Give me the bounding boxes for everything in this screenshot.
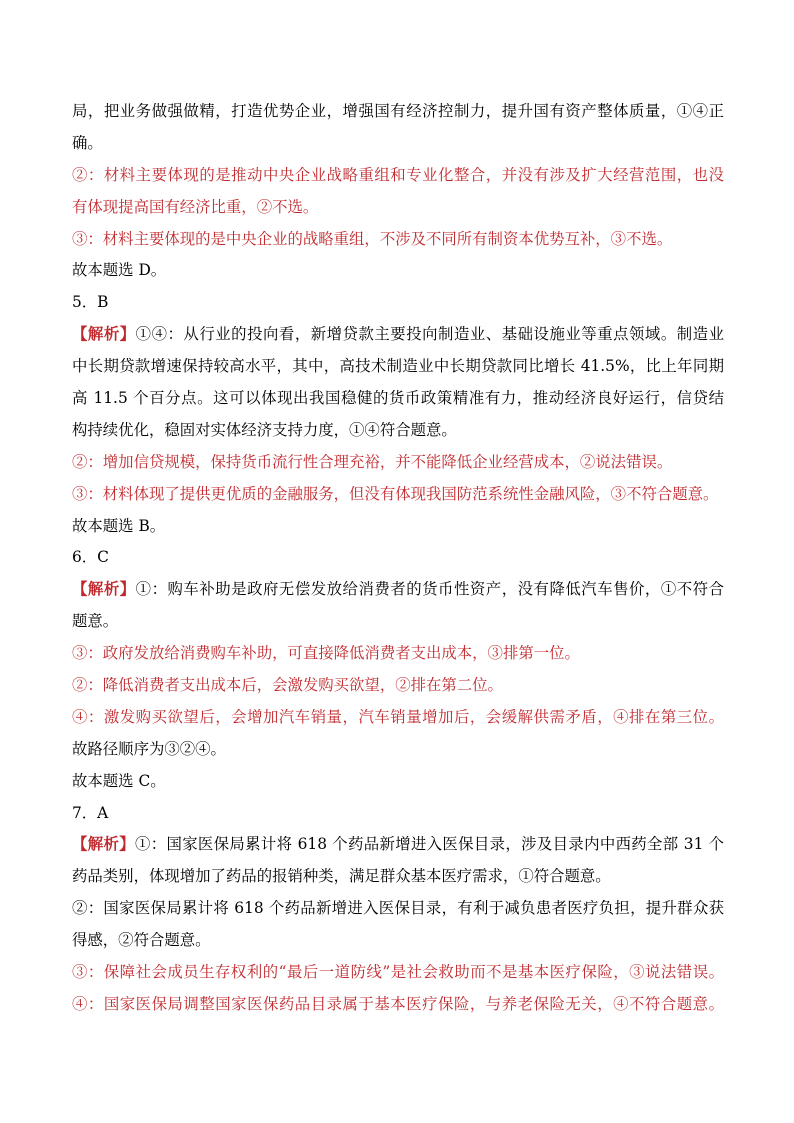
- text-line: [72, 606, 724, 638]
- text-line: [72, 989, 724, 1021]
- text-line: [72, 415, 724, 447]
- line-text: 故本题选 B。: [72, 516, 166, 535]
- text-line: [72, 447, 724, 479]
- analysis-tag: 【解析】: [72, 325, 136, 344]
- line-text: ③：政府发放给消费购车补助，可直接降低消费者支出成本，③排第一位。: [72, 644, 580, 663]
- text-line: [72, 224, 724, 256]
- text-line: [72, 192, 724, 224]
- text-line: [72, 798, 724, 830]
- text-line: [72, 574, 724, 606]
- text-line: [72, 255, 724, 287]
- text-line: [72, 734, 724, 766]
- line-text: ②：增加信贷规模，保持货币流行性合理充裕，并不能降低企业经营成本，②说法错误。: [72, 452, 673, 471]
- text-line: [72, 287, 724, 319]
- line-text: 故路径顺序为③②④。: [72, 739, 226, 758]
- answer-analysis-document: [72, 96, 724, 1021]
- text-line: [72, 319, 724, 351]
- line-text: 7．A: [72, 803, 109, 822]
- text-line: [72, 670, 724, 702]
- text-line: [72, 861, 724, 893]
- text-line: [72, 542, 724, 574]
- text-line: [72, 829, 724, 861]
- text-line: [72, 638, 724, 670]
- line-text: ②：降低消费者支出成本后，会激发购买欲望，②排在第二位。: [72, 676, 503, 695]
- line-text: ③：材料体现了提供更优质的金融服务，但没有体现我国防范系统性金融风险，③不符合题意。: [72, 484, 719, 503]
- line-text: ③：保障社会成员生存权利的“最后一道防线”是社会救助而不是基本医疗保险，③说法错误。: [72, 963, 724, 982]
- text-line: [72, 160, 724, 192]
- text-line: [72, 511, 724, 543]
- line-text: 6．C: [72, 548, 109, 567]
- line-text: 故本题选 C。: [72, 771, 166, 790]
- text-line: [72, 702, 724, 734]
- text-line: [72, 383, 724, 415]
- text-line: [72, 96, 724, 128]
- line-text: 有体现提高国有经济比重，②不选。: [72, 197, 319, 216]
- line-text: ①：购车补助是政府无偿发放给消费者的货币性资产，没有降低汽车售价，①不符合: [135, 580, 724, 599]
- line-text: ①：国家医保局累计将 618 个药品新增进入医保目录，涉及目录内中西药全部 31 个: [134, 835, 724, 854]
- line-text: 构持续优化，稳固对实体经济支持力度，①④符合题意。: [72, 420, 457, 439]
- line-text: 得感，②符合题意。: [72, 931, 211, 950]
- line-text: ②：国家医保局累计将 618 个药品新增进入医保目录，有利于减负患者医疗负担，提升群众获: [72, 899, 724, 918]
- line-text: ①④：从行业的投向看，新增贷款主要投向制造业、基础设施业等重点领域。制造业: [135, 325, 724, 344]
- line-text: ④：国家医保局调整国家医保药品目录属于基本医疗保险，与养老保险无关，④不符合题意。: [72, 994, 724, 1013]
- line-text: 中长期贷款增速保持较高水平，其中，高技术制造业中长期贷款同比增长 41.5%，比上年同期: [72, 357, 724, 376]
- text-line: [72, 479, 724, 511]
- line-text: 药品类别，体现增加了药品的报销种类，满足群众基本医疗需求，①符合题意。: [72, 867, 611, 886]
- line-text: 局，把业务做强做精，打造优势企业，增强国有经济控制力，提升国有资产整体质量，①④正: [72, 102, 724, 120]
- text-line: [72, 893, 724, 925]
- analysis-tag: 【解析】: [72, 835, 135, 854]
- line-text: 题意。: [72, 612, 119, 631]
- text-line: [72, 925, 724, 957]
- line-text: ④：激发购买欲望后，会增加汽车销量，汽车销量增加后，会缓解供需矛盾，④排在第三位。: [72, 707, 724, 726]
- line-text: 高 11.5 个百分点。这可以体现出我国稳健的货币政策精准有力，推动经济良好运行，信贷结: [72, 389, 724, 408]
- line-text: 故本题选 D。: [72, 261, 167, 280]
- line-text: 5．B: [72, 293, 109, 312]
- text-line: [72, 351, 724, 383]
- text-line: [72, 128, 724, 160]
- analysis-tag: 【解析】: [72, 580, 136, 599]
- line-text: ②：材料主要体现的是推动中央企业战略重组和专业化整合，并没有涉及扩大经营范围，也没: [72, 165, 724, 184]
- text-line: [72, 957, 724, 989]
- text-line: [72, 766, 724, 798]
- line-text: 确。: [72, 133, 103, 152]
- line-text: ③：材料主要体现的是中央企业的战略重组，不涉及不同所有制资本优势互补，③不选。: [72, 229, 673, 248]
